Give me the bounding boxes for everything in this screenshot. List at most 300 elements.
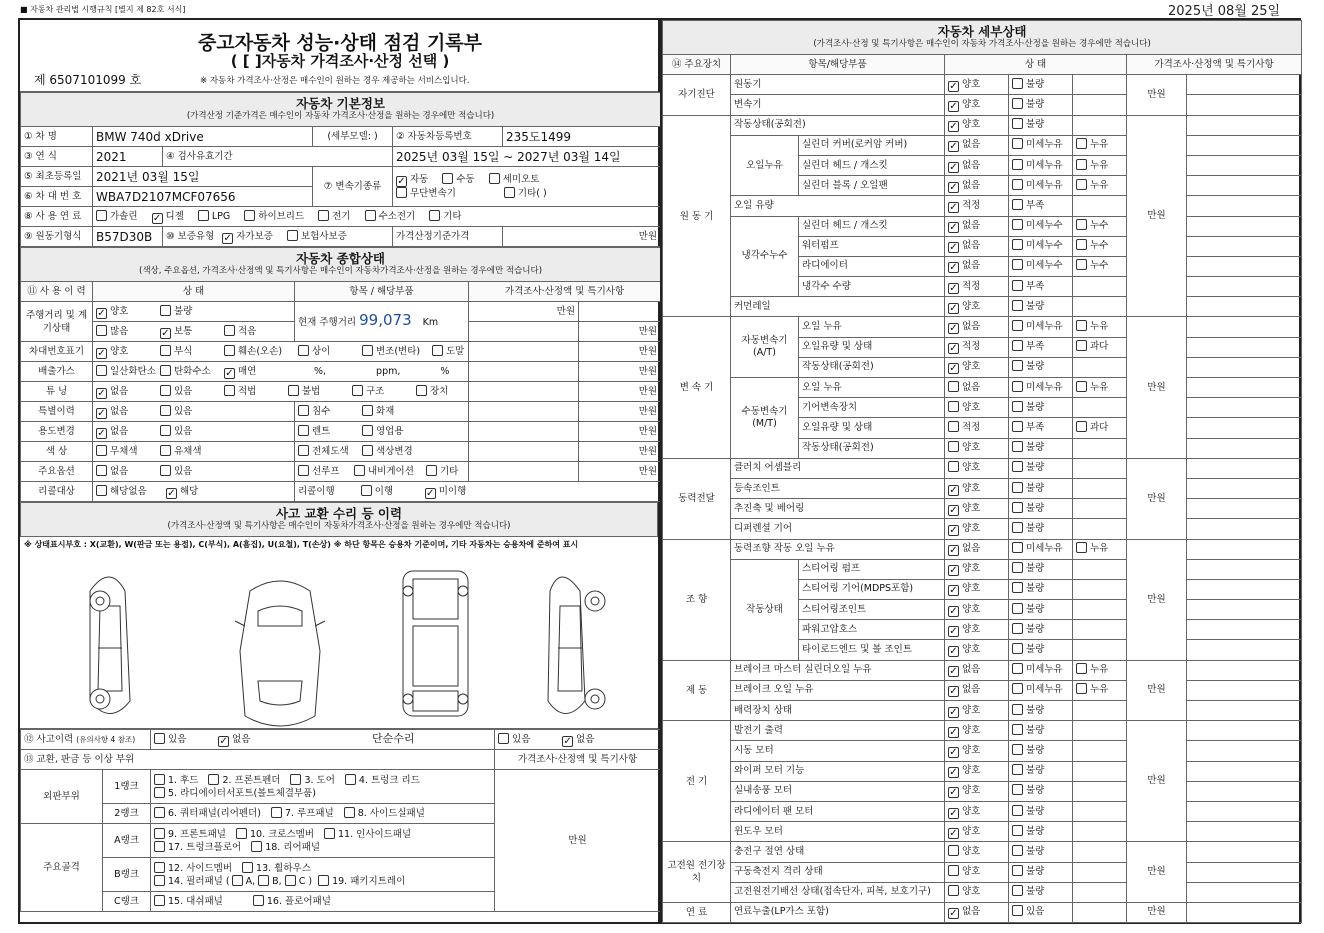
detail-row [663,499,1302,519]
checkbox-checked[interactable]: ✓ [97,347,106,359]
checkbox-checked[interactable]: ✓ [949,666,958,678]
status-cell: 미세누유 [1009,135,1073,155]
checkbox[interactable] [253,895,264,906]
checkbox-checked[interactable]: ✓ [949,302,958,314]
group-won: 만원 [1127,317,1187,458]
checkbox[interactable] [362,425,373,436]
status-cell: ✓ 없음 [945,539,1009,559]
checkbox[interactable] [429,210,440,221]
note-cell [1187,721,1302,741]
detail-row [663,761,1302,781]
checkbox[interactable] [1012,663,1023,674]
checkbox[interactable] [1012,482,1023,493]
checkbox-checked[interactable]: ✓ [949,625,958,637]
col-status: 상 태 [93,282,295,302]
checkbox[interactable] [1012,78,1023,89]
status-cell: ✓ 없음 [945,236,1009,256]
note-cell [1187,297,1302,317]
checkbox[interactable] [154,733,165,744]
checkbox[interactable] [298,425,309,436]
col-price-note: 가격조사·산정액 및 특기사항 [469,282,661,302]
checkbox[interactable] [442,173,453,184]
checkbox[interactable] [1012,401,1023,412]
detail-item: 작동상태(공회전) [731,115,945,135]
note-cell [1187,478,1302,498]
checkbox[interactable] [1076,320,1087,331]
checkbox[interactable] [251,841,262,852]
detail-part: 실린더 헤드 / 개스킷 [799,155,945,175]
note-cell [1187,135,1302,155]
checkbox[interactable] [1012,98,1023,109]
status-cell: 누수 [1073,256,1127,276]
status-cell: 미세누유 [1009,378,1073,398]
checkbox[interactable] [1012,199,1023,210]
status-cell: 불량 [1009,701,1073,721]
checkbox-checked[interactable]: ✓ [949,746,958,758]
checkbox[interactable] [1076,179,1087,190]
checkbox[interactable] [1076,542,1087,553]
checkbox[interactable] [1012,865,1023,876]
checkbox-checked[interactable]: ✓ [949,524,958,536]
checkbox[interactable] [1012,159,1023,170]
checkbox-checked[interactable]: ✓ [225,367,234,379]
checkbox-checked[interactable]: ✓ [949,161,958,173]
status-cell: 누유 [1073,539,1127,559]
checkbox[interactable] [948,441,959,452]
checkbox-checked[interactable]: ✓ [161,327,170,339]
recall-done-options: 리콜이행 이행 ✓ 미이행 [295,482,661,502]
detail-row [663,801,1302,821]
checkbox[interactable] [1012,219,1023,230]
checkbox[interactable] [1012,825,1023,836]
vin-label: ⑥ 차 대 번 호 [21,187,93,207]
checkbox[interactable] [1012,300,1023,311]
checkbox-checked[interactable]: ✓ [949,121,958,133]
checkbox[interactable] [354,465,365,476]
status-cell [1073,398,1127,418]
detail-part: 작동상태(공회전) [799,438,945,458]
checkbox[interactable] [154,895,165,906]
checkbox[interactable] [1012,461,1023,472]
checkbox[interactable] [198,210,209,221]
checkbox[interactable] [362,405,373,416]
detail-row [663,95,1302,115]
checkbox-checked[interactable]: ✓ [949,141,958,153]
status-cell: 양호 [945,398,1009,418]
note-cell [1187,882,1302,902]
checkbox[interactable] [948,865,959,876]
status-cell: 불량 [1009,579,1073,599]
checkbox[interactable] [224,345,235,356]
checkbox-checked[interactable]: ✓ [152,212,162,224]
won-unit: 만원 [579,442,661,462]
checkbox[interactable] [1076,683,1087,694]
checkbox[interactable] [298,445,309,456]
frame-label: 주요골격 [21,824,103,912]
tuning-options: ✓ 없음 있음 적법 불법 구조 장치 [93,382,469,402]
rank-a-items: 9. 프론트패널 10. 크로스멤버 11. 인사이드패널 17. 트렁크플로어 18. 리어패널 [151,824,495,858]
won-unit: 만원 [469,302,579,322]
status-cell: 누유 [1073,135,1127,155]
checkbox[interactable] [1012,805,1023,816]
simple-repair-options: 있음 ✓ 없음 [495,730,661,750]
detail-subgroup: 자동변속기(A/T) [731,317,799,378]
checkbox[interactable] [96,445,107,456]
checkbox[interactable] [1012,744,1023,755]
checkbox-checked[interactable]: ✓ [949,181,958,193]
checkbox-checked[interactable]: ✓ [223,232,232,244]
checkbox[interactable] [324,828,335,839]
checkbox[interactable] [154,828,165,839]
status-cell [1073,458,1127,478]
checkbox[interactable] [1012,623,1023,634]
checkbox-checked[interactable]: ✓ [167,487,176,499]
checkbox[interactable] [160,445,171,456]
checkbox[interactable] [948,421,959,432]
detail-header: 자동차 세부상태 (가격조사·산정 및 특기사항은 매수인이 자동차 가격조사·산정을 원하는 경우에만 적습니다) [663,21,1302,55]
checkbox[interactable] [948,845,959,856]
checkbox[interactable] [498,733,509,744]
checkbox[interactable] [318,875,329,886]
checkbox-checked[interactable]: ✓ [949,323,958,335]
checkbox-checked[interactable]: ✓ [97,307,106,319]
checkbox[interactable] [352,385,363,396]
checkbox[interactable] [1012,905,1023,916]
note-cell [1187,499,1302,519]
checkbox[interactable] [1012,340,1023,351]
detail-row [663,216,1302,236]
checkbox[interactable] [1012,259,1023,270]
rank-2: 2랭크 [103,804,151,824]
checkbox-checked[interactable]: ✓ [949,706,958,718]
group-won: 만원 [1127,115,1187,317]
checkbox[interactable] [244,210,255,221]
detail-row [663,862,1302,882]
color-label: 색 상 [21,442,93,462]
checkbox-checked[interactable]: ✓ [219,736,228,747]
checkbox[interactable] [1076,239,1087,250]
checkbox-checked[interactable]: ✓ [97,407,106,419]
checkbox[interactable] [154,807,165,818]
checkbox[interactable] [160,385,171,396]
checkbox[interactable] [416,385,427,396]
note-cell [1187,781,1302,801]
checkbox[interactable] [1076,340,1087,351]
checkbox[interactable] [1012,603,1023,614]
status-cell: 양호 [945,458,1009,478]
checkbox-checked[interactable]: ✓ [949,201,958,213]
checkbox-checked[interactable]: ✓ [949,343,958,355]
checkbox[interactable] [96,325,107,336]
checkbox[interactable] [232,875,243,886]
checkbox[interactable] [154,787,165,798]
status-cell: ✓ 양호 [945,781,1009,801]
checkbox[interactable] [287,230,298,241]
checkbox[interactable] [1012,280,1023,291]
checkbox-checked[interactable]: ✓ [949,262,958,274]
note-cell [1187,357,1302,377]
status-cell: 누수 [1073,236,1127,256]
checkbox[interactable] [948,885,959,896]
checkbox[interactable] [96,485,107,496]
status-cell [1073,519,1127,539]
vin-value: WBA7D2107MCF07656 [93,187,313,207]
checkbox-checked[interactable]: ✓ [949,484,958,496]
checkbox[interactable] [1076,381,1087,392]
status-cell: 불량 [1009,882,1073,902]
checkbox[interactable] [1076,663,1087,674]
checkbox[interactable] [271,807,282,818]
mileage-label: 주행거리 및 계기상태 [21,302,93,342]
group-won: 만원 [1127,539,1187,660]
checkbox[interactable] [396,187,407,198]
checkbox-checked[interactable]: ✓ [97,387,106,399]
checkbox-checked[interactable]: ✓ [949,222,958,234]
detail-item: 시동 모터 [731,741,945,761]
checkbox-checked[interactable]: ✓ [397,175,406,187]
detail-part: 실린더 커버(로커암 커버) [799,135,945,155]
checkbox-checked[interactable]: ✓ [949,363,958,375]
checkbox[interactable] [1012,138,1023,149]
detail-item: 연료누출(LP가스 포함) [731,902,945,922]
won-unit: 만원 [579,402,661,422]
checkbox[interactable] [504,187,515,198]
note-cell [1187,95,1302,115]
checkbox[interactable] [1012,381,1023,392]
checkbox-checked[interactable]: ✓ [949,767,958,779]
checkbox[interactable] [1076,138,1087,149]
status-cell [1073,640,1127,660]
note-cell [1187,176,1302,196]
outer-panel-label: 외판부위 [21,770,103,824]
checkbox[interactable] [361,485,372,496]
checkbox[interactable] [948,401,959,412]
checkbox[interactable] [1012,704,1023,715]
checkbox[interactable] [1012,683,1023,694]
emission-label: 배출가스 [21,362,93,382]
status-cell: 불량 [1009,781,1073,801]
checkbox[interactable] [489,173,500,184]
checkbox[interactable] [160,425,171,436]
checkbox[interactable] [1012,885,1023,896]
status-cell: 미세누수 [1009,216,1073,236]
checkbox[interactable] [362,345,373,356]
checkbox[interactable] [1012,179,1023,190]
checkbox[interactable] [362,445,373,456]
detail-item: 원동기 [731,75,945,95]
transmission-options: ✓ 자동 수동 세미오토 무단변속기 기타( ) [393,167,661,207]
detail-item: 배력장치 상태 [731,701,945,721]
form-title-block [20,20,658,92]
status-cell: 누유 [1073,680,1127,700]
mileage-value: 99,073 [359,311,412,329]
checkbox[interactable] [432,345,443,356]
group-won: 만원 [1127,842,1187,903]
group-won: 만원 [1127,721,1187,842]
checkbox[interactable] [1076,219,1087,230]
checkbox[interactable] [1012,562,1023,573]
checkbox[interactable] [1012,542,1023,553]
checkbox[interactable] [1012,764,1023,775]
checkbox[interactable] [345,774,356,785]
checkbox-checked[interactable]: ✓ [563,735,572,747]
status-cell: 불량 [1009,761,1073,781]
checkbox[interactable] [224,325,235,336]
accident-table [20,729,661,912]
status-cell: ✓ 없음 [945,680,1009,700]
checkbox[interactable] [298,405,309,416]
checkbox[interactable] [1012,239,1023,250]
checkbox-checked[interactable]: ✓ [949,807,958,819]
checkbox[interactable] [1012,845,1023,856]
checkbox-checked[interactable]: ✓ [949,242,958,254]
col-item-part: 항목/해당부품 [731,55,945,75]
checkbox-checked[interactable]: ✓ [949,686,958,698]
status-cell: ✓ 양호 [945,499,1009,519]
checkbox[interactable] [1012,360,1023,371]
checkbox-checked[interactable]: ✓ [949,504,958,516]
status-cell: ✓ 없음 [945,317,1009,337]
checkbox[interactable] [1012,582,1023,593]
checkbox-checked[interactable]: ✓ [97,427,106,439]
checkbox[interactable] [242,862,253,873]
checkbox[interactable] [236,828,247,839]
checkbox[interactable] [1012,421,1023,432]
checkbox[interactable] [948,461,959,472]
checkbox-checked[interactable]: ✓ [949,80,958,92]
detail-item: 라디에이터 팬 모터 [731,801,945,821]
status-cell: ✓ 없음 [945,660,1009,680]
checkbox-checked[interactable]: ✓ [949,585,958,597]
checkbox[interactable] [208,774,219,785]
checkbox[interactable] [1012,320,1023,331]
checkbox[interactable] [344,807,355,818]
checkbox[interactable] [1012,784,1023,795]
tuning-label: 튜 닝 [21,382,93,402]
checkbox[interactable] [96,210,107,221]
checkbox-checked[interactable]: ✓ [426,487,435,499]
checkbox-checked[interactable]: ✓ [949,100,958,112]
options-label: 주요옵션 [21,462,93,482]
status-cell: ✓ 없음 [945,216,1009,236]
checkbox-checked[interactable]: ✓ [949,908,958,920]
checkbox[interactable] [426,465,437,476]
checkbox[interactable] [154,841,165,852]
checkbox[interactable] [96,465,107,476]
checkbox[interactable] [290,774,301,785]
status-cell [1073,297,1127,317]
note-cell [1187,600,1302,620]
detail-subgroup: 냉각수누수 [731,216,799,297]
checkbox[interactable] [160,465,171,476]
status-cell: ✓ 양호 [945,640,1009,660]
checkbox[interactable] [154,875,165,886]
checkbox-checked[interactable]: ✓ [949,646,958,658]
status-cell: 미세누수 [1009,236,1073,256]
note-cell [1187,620,1302,640]
checkbox[interactable] [1012,441,1023,452]
note-cell [1187,761,1302,781]
checkbox[interactable] [298,345,309,356]
checkbox[interactable] [285,875,296,886]
detail-row [663,539,1302,559]
status-cell [1073,357,1127,377]
detail-item: 추진축 및 베어링 [731,499,945,519]
checkbox[interactable] [1012,502,1023,513]
basic-info-table [20,92,661,247]
checkbox[interactable] [1076,159,1087,170]
status-cell [1073,701,1127,721]
checkbox-checked[interactable]: ✓ [949,787,958,799]
form-title: 중고자동차 성능·상태 점검 기록부 [197,32,483,54]
checkbox[interactable] [160,405,171,416]
status-cell: 누수 [1073,216,1127,236]
detail-row [663,721,1302,741]
detail-row [663,882,1302,902]
checkbox[interactable] [1076,421,1087,432]
detail-part: 파워고압호스 [799,620,945,640]
device-group-label: 제 동 [663,660,731,721]
checkbox[interactable] [160,365,171,376]
device-group-label: 동력전달 [663,458,731,539]
status-cell: 미세누유 [1009,680,1073,700]
note-cell [1187,680,1302,700]
checkbox[interactable] [224,385,235,396]
status-cell: 양호 [945,862,1009,882]
checkbox[interactable] [160,345,171,356]
law-reference: ■ 자동차 관리법 시행규칙 [별지 제 82호 서식] [20,5,186,14]
checkbox-checked[interactable]: ✓ [949,827,958,839]
note-cell [1187,236,1302,256]
checkbox[interactable] [96,365,107,376]
option-options: 없음 있음 [93,462,295,482]
rank-b-items: 12. 사이드멤버 13. 휠하우스 14. 필러패널 ( A, B, C ) 19. 패키지트레이 [151,858,495,892]
checkbox-checked[interactable]: ✓ [949,726,958,738]
checkbox-checked[interactable]: ✓ [949,565,958,577]
detail-row [663,317,1302,337]
plate-label: 차대번호표기 [21,342,93,362]
checkbox[interactable] [1012,724,1023,735]
detail-item: 윈도우 모터 [731,822,945,842]
checkbox[interactable] [298,465,309,476]
checkbox[interactable] [154,774,165,785]
checkbox-checked[interactable]: ✓ [949,282,958,294]
checkbox[interactable] [1012,643,1023,654]
checkbox[interactable] [288,385,299,396]
checkbox[interactable] [318,210,329,221]
checkbox-checked[interactable]: ✓ [949,545,958,557]
checkbox[interactable] [1076,259,1087,270]
status-cell [1073,559,1127,579]
checkbox[interactable] [160,305,171,316]
checkbox[interactable] [258,875,269,886]
checkbox[interactable] [154,862,165,873]
checkbox[interactable] [1012,522,1023,533]
car-right-side [548,577,605,714]
status-cell: 불량 [1009,620,1073,640]
checkbox[interactable] [365,210,376,221]
status-cell: 과다 [1073,337,1127,357]
status-cell: 불량 [1009,640,1073,660]
checkbox[interactable] [1012,118,1023,129]
status-cell [1073,801,1127,821]
checkbox[interactable] [948,381,959,392]
checkbox-checked[interactable]: ✓ [949,605,958,617]
status-cell: 과다 [1073,418,1127,438]
status-cell: 부족 [1009,418,1073,438]
note-cell [1187,418,1302,438]
detail-part: 스티어링 펌프 [799,559,945,579]
